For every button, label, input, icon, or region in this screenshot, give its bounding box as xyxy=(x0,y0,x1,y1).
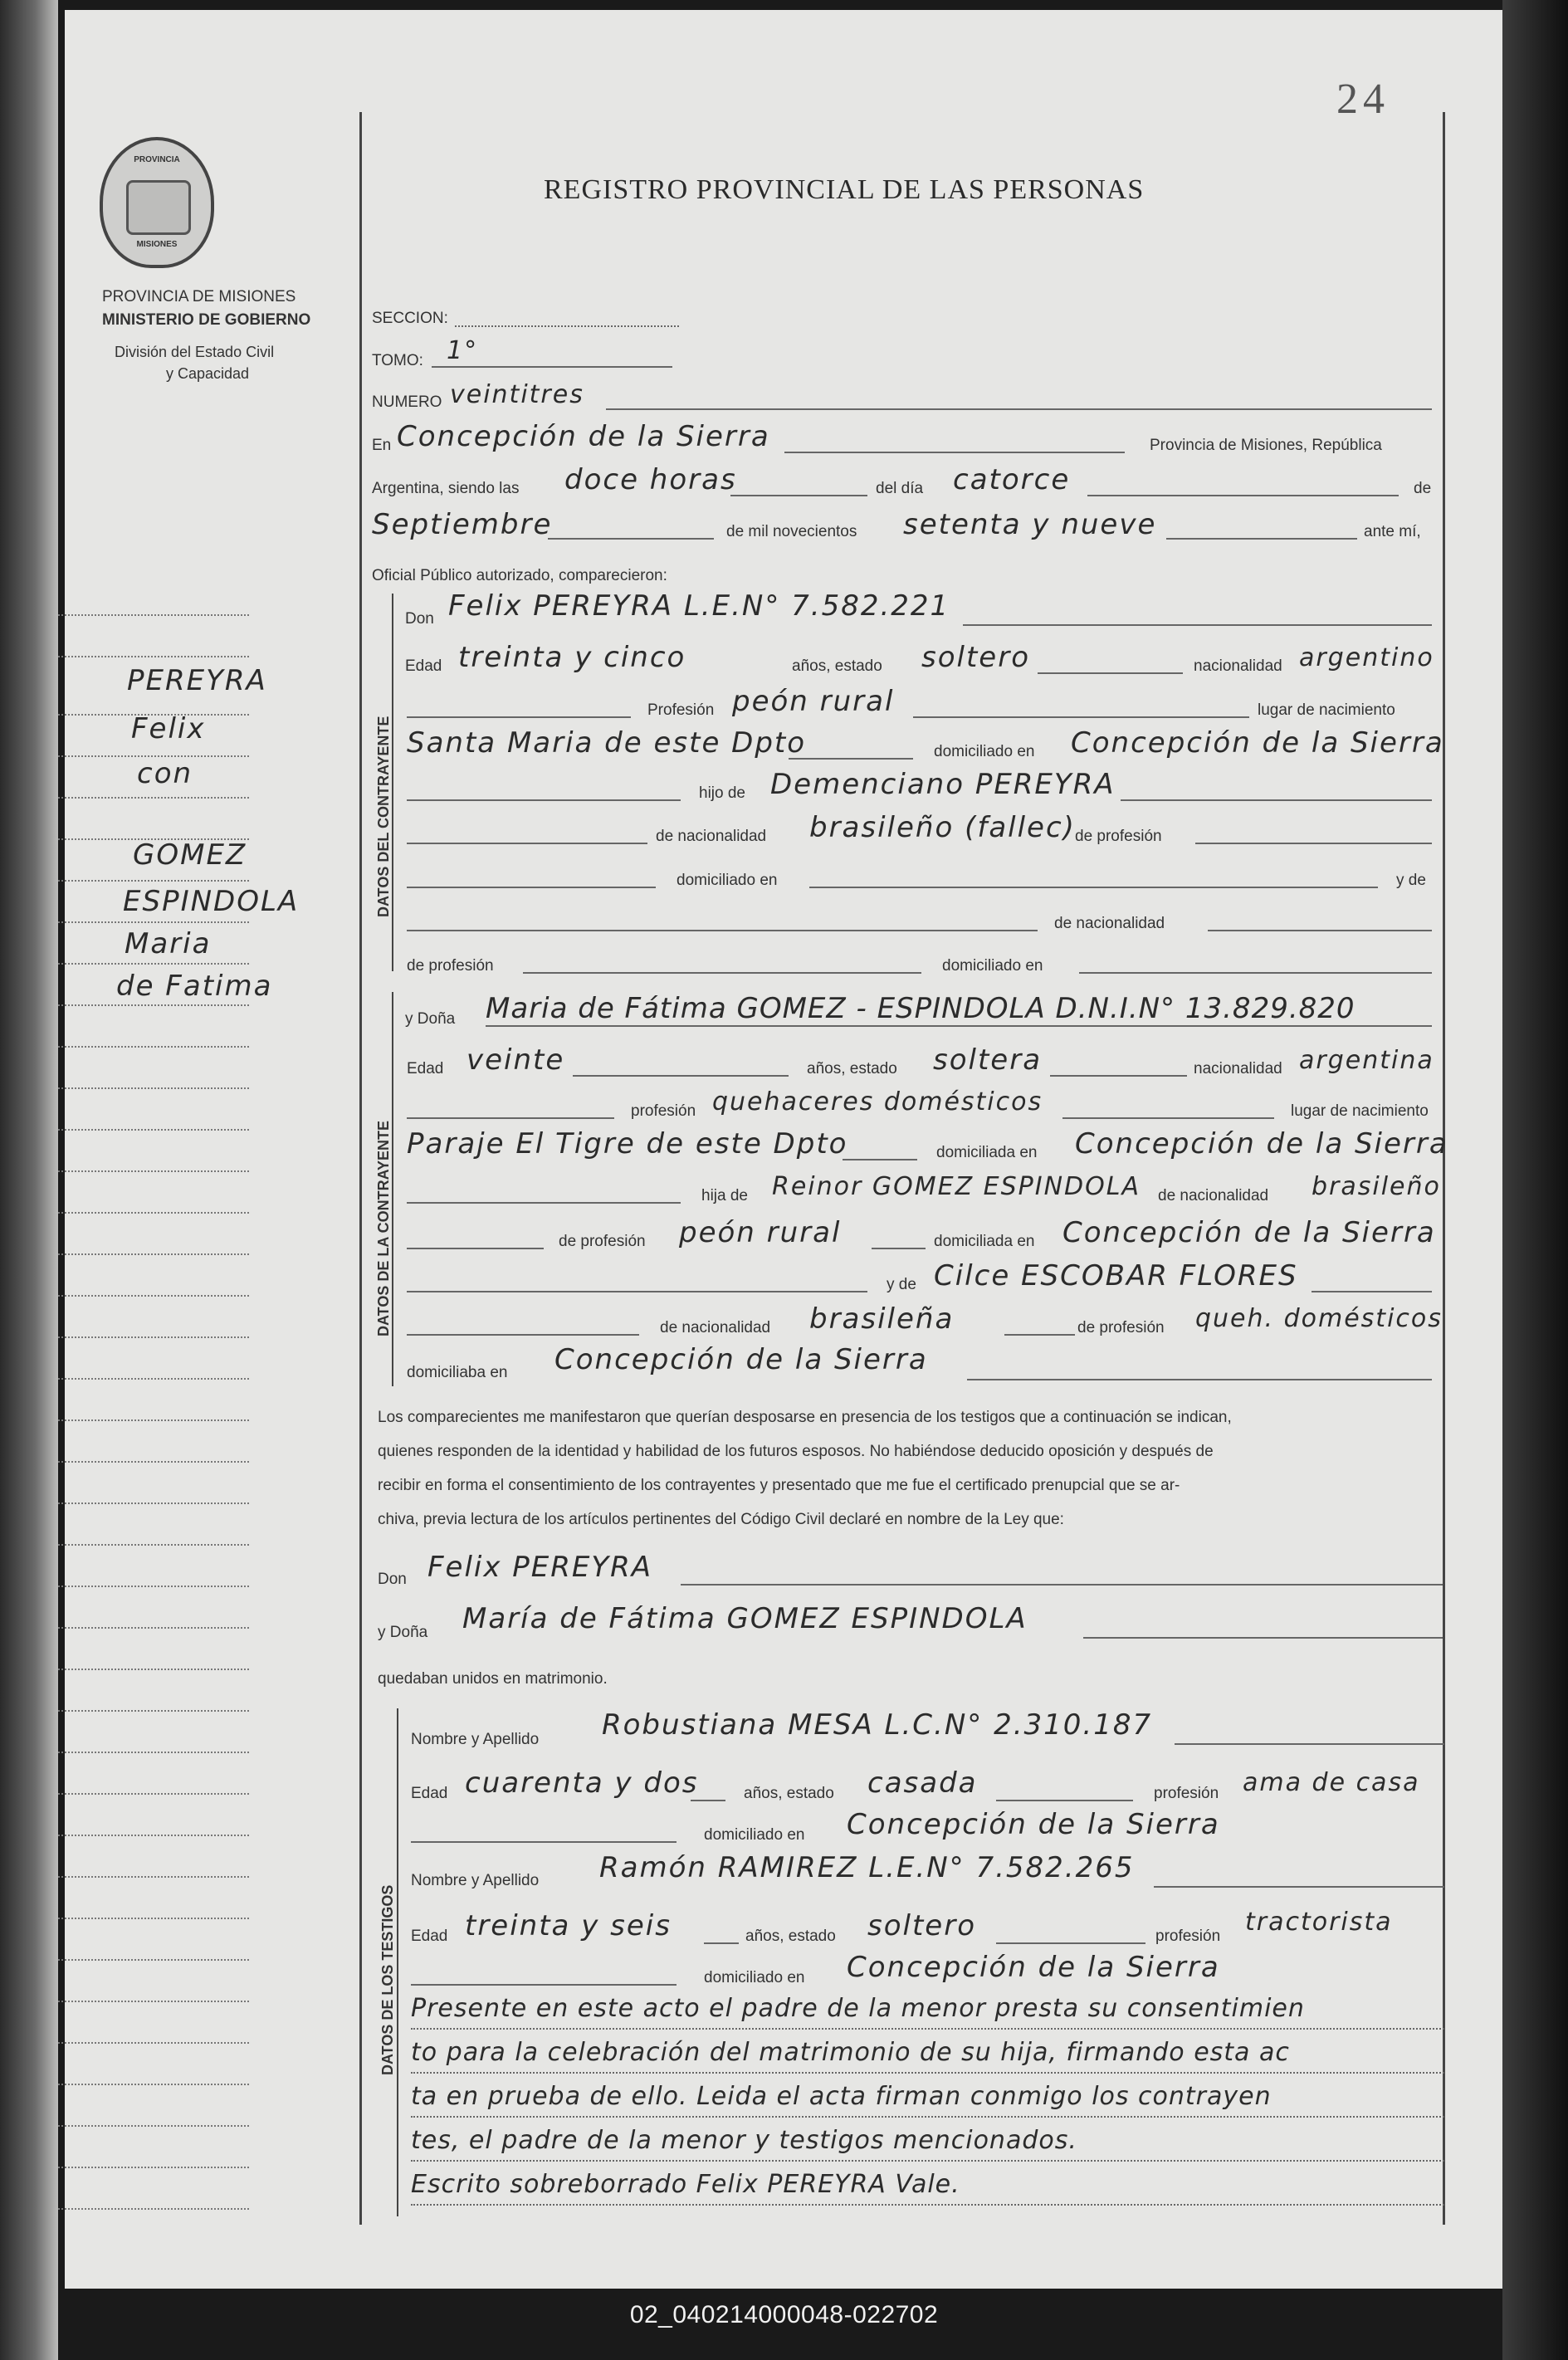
tomo-value: 1° xyxy=(447,336,479,365)
mes-value: Septiembre xyxy=(372,508,553,541)
binding-shadow xyxy=(0,0,58,2360)
hora-line xyxy=(730,495,867,496)
margin-line xyxy=(58,1793,249,1795)
groom-padre-dom-line xyxy=(809,887,1378,888)
bride-blank-line xyxy=(407,1291,867,1292)
bride-estado-value: soltera xyxy=(933,1043,1043,1077)
groom-padre-line xyxy=(1121,799,1432,801)
notes-rule xyxy=(411,2116,1444,2118)
margin-line xyxy=(58,1876,249,1878)
bride-domiciliaba-label: domiciliaba en xyxy=(407,1364,508,1381)
bride-profesion-value: quehaceres domésticos xyxy=(712,1087,1043,1116)
margin-line xyxy=(58,963,249,965)
provincia-label: Provincia de Misiones, República xyxy=(1150,437,1382,454)
page-edge xyxy=(1502,0,1568,2360)
bride-madre-nac-line xyxy=(1004,1334,1075,1336)
bride-edad-value: veinte xyxy=(466,1043,565,1077)
numero-value: veintitres xyxy=(450,380,584,409)
registry-title: REGISTRO PROVINCIAL DE LAS PERSONAS xyxy=(544,174,1145,205)
notes-rule xyxy=(411,2028,1444,2030)
bride-blank-line xyxy=(407,1202,681,1204)
groom-lugar-label: lugar de nacimiento xyxy=(1258,701,1395,719)
groom-name-value: Felix PEREYRA L.E.N° 7.582.221 xyxy=(448,589,950,623)
w1-profesion-value: ama de casa xyxy=(1243,1768,1420,1797)
margin-line xyxy=(58,614,249,616)
groom-estado-value: soltero xyxy=(921,641,1030,674)
w1-edad-line xyxy=(691,1800,725,1801)
argentina-siendo-label: Argentina, siendo las xyxy=(372,480,520,497)
division-line-2: y Capacidad xyxy=(166,365,250,382)
union-dona-value: María de Fátima GOMEZ ESPINDOLA xyxy=(462,1602,1028,1635)
groom-nacionalidad-value: argentino xyxy=(1299,643,1434,672)
witness-bracket xyxy=(397,1708,398,2216)
tomo-line xyxy=(432,366,672,368)
bride-estado-line xyxy=(1050,1075,1187,1077)
union-dona-label: y Doña xyxy=(378,1624,428,1641)
bride-profesion-label: profesión xyxy=(631,1102,696,1120)
bride-edad-label: Edad xyxy=(407,1060,444,1077)
margin-line xyxy=(58,1544,249,1546)
groom-madre-nac-line xyxy=(1208,930,1432,931)
groom-madre-nac-label: de nacionalidad xyxy=(1054,915,1165,932)
margin-line xyxy=(58,1212,249,1214)
w1-nombre-label: Nombre y Apellido xyxy=(411,1731,540,1748)
w2-profesion-value: tractorista xyxy=(1245,1908,1393,1937)
bride-padre-value: Reinor GOMEZ ESPINDOLA xyxy=(772,1172,1141,1201)
groom-nacionalidad-label: nacionalidad xyxy=(1194,657,1282,675)
lugar-value: Concepción de la Sierra xyxy=(397,420,770,453)
bride-madre-dom-value: Concepción de la Sierra xyxy=(554,1343,928,1376)
groom-profesion-value: peón rural xyxy=(732,685,895,718)
margin-line xyxy=(58,1752,249,1753)
margin-line xyxy=(58,2167,249,2168)
bride-nacionalidad-label: nacionalidad xyxy=(1194,1060,1282,1077)
bride-blank-line xyxy=(407,1334,639,1336)
w1-nombre-line xyxy=(1175,1743,1444,1745)
notes-line: ta en prueba de ello. Leida el acta firman conmigo los contrayen xyxy=(411,2082,1272,2111)
w2-nombre-label: Nombre y Apellido xyxy=(411,1872,540,1889)
bride-padre-dom-value: Concepción de la Sierra xyxy=(1062,1216,1436,1249)
margin-line xyxy=(58,797,249,799)
w2-estado-line xyxy=(996,1942,1145,1944)
bride-madre-dom-line xyxy=(967,1379,1432,1380)
declaration-text xyxy=(378,1400,1440,1537)
margin-line xyxy=(58,1253,249,1255)
dia-value: catorce xyxy=(953,463,1071,496)
margin-line xyxy=(58,1586,249,1587)
bride-madre-prof-label: de profesión xyxy=(1077,1319,1165,1336)
groom-domicilio-value: Concepción de la Sierra xyxy=(1071,726,1444,760)
margin-line xyxy=(58,2208,249,2210)
bride-lugar-label: lugar de nacimiento xyxy=(1291,1102,1429,1120)
bride-profesion-line xyxy=(1062,1117,1274,1119)
bride-edad-line xyxy=(573,1075,789,1077)
bride-lugar-line xyxy=(843,1159,917,1160)
w1-profesion-label: profesión xyxy=(1154,1785,1219,1802)
margin-line xyxy=(58,880,249,882)
en-label: En xyxy=(372,437,392,454)
w1-edad-label: Edad xyxy=(411,1785,448,1802)
quedaban-label: quedaban unidos en matrimonio. xyxy=(378,1670,608,1688)
groom-lugar-line xyxy=(789,758,913,760)
margin-note-line: PEREYRA xyxy=(127,664,267,697)
hora-value: doce horas xyxy=(564,463,737,496)
margin-line xyxy=(58,1046,249,1048)
margin-note-line: Maria xyxy=(125,927,212,960)
groom-don-label: Don xyxy=(405,610,434,628)
margin-line xyxy=(58,1004,249,1006)
margin-line xyxy=(58,2042,249,2044)
groom-profesion-label: Profesión xyxy=(647,701,715,719)
tomo-label: TOMO: xyxy=(372,352,423,369)
groom-lugar-value: Santa Maria de este Dpto xyxy=(407,726,807,760)
margin-line xyxy=(58,1419,249,1421)
de-mil-label: de mil novecientos xyxy=(726,523,857,540)
margin-line xyxy=(58,1959,249,1961)
bride-dona-label: y Doña xyxy=(405,1010,456,1028)
w1-domicilio-label: domiciliado en xyxy=(704,1826,805,1844)
w2-nombre-value: Ramón RAMIREZ L.E.N° 7.582.265 xyxy=(599,1851,1135,1884)
right-frame-line xyxy=(1443,112,1445,2225)
numero-label: NUMERO xyxy=(372,393,442,411)
seal-bottom-text: MISIONES xyxy=(136,240,178,249)
bride-name-value: Maria de Fátima GOMEZ - ESPINDOLA D.N.I.N° 13.829.820 xyxy=(486,992,1356,1025)
w2-domicilio-label: domiciliado en xyxy=(704,1969,805,1986)
groom-blank-line xyxy=(407,887,656,888)
margin-note-line: con xyxy=(137,757,193,790)
ministry-name: MINISTERIO DE GOBIERNO xyxy=(102,311,311,329)
groom-padre-dom-label: domiciliado en xyxy=(677,872,778,889)
groom-madre-prof-line xyxy=(523,972,921,974)
bride-padre-nac-label: de nacionalidad xyxy=(1158,1187,1269,1204)
provincial-seal xyxy=(100,137,214,268)
bride-nacionalidad-value: argentina xyxy=(1299,1046,1434,1075)
ante-mi-label: ante mí, xyxy=(1364,523,1421,540)
left-frame-line xyxy=(359,112,362,2225)
bride-domicilio-label: domiciliada en xyxy=(936,1144,1038,1161)
groom-name-line xyxy=(963,624,1432,626)
bride-padre-prof-label: de profesión xyxy=(559,1233,646,1250)
margin-line xyxy=(58,1835,249,1836)
groom-edad-label: Edad xyxy=(405,657,442,675)
groom-padre-value: Demenciano PEREYRA xyxy=(770,768,1116,801)
document-id: 02_040214000048-022702 xyxy=(629,2301,939,2328)
groom-profesion-line xyxy=(913,716,1249,718)
bride-hija-label: hija de xyxy=(701,1187,748,1204)
bride-padre-dom-label: domiciliada en xyxy=(934,1233,1035,1250)
notes-line: tes, el padre de la menor y testigos mencionados. xyxy=(411,2126,1077,2155)
margin-line xyxy=(58,1087,249,1089)
groom-edad-value: treinta y cinco xyxy=(458,641,686,674)
margin-line xyxy=(58,1669,249,1670)
de-label: de xyxy=(1414,480,1432,497)
side-label-contrayenta: DATOS DE LA CONTRAYENTE xyxy=(375,1120,392,1336)
groom-y-de-label: y de xyxy=(1396,872,1426,889)
notes-rule xyxy=(411,2072,1444,2074)
margin-line xyxy=(58,1918,249,1919)
bride-madre-nac-value: brasileña xyxy=(809,1302,955,1336)
w1-nombre-value: Robustiana MESA L.C.N° 2.310.187 xyxy=(602,1708,1153,1742)
declaration-line: recibir en forma el consentimiento de los contrayentes y presentado que me fue el certificado prenupcial que se ar- xyxy=(378,1477,1180,1494)
declaration-line: Los comparecientes me manifestaron que querían desposarse en presencia de los testigos que a continuación se indican, xyxy=(378,1409,1232,1426)
w1-estado-value: casada xyxy=(867,1766,978,1800)
side-label-testigos: DATOS DE LOS TESTIGOS xyxy=(379,1884,396,2075)
groom-padre-prof-label: de profesión xyxy=(1075,828,1162,845)
bride-lugar-value: Paraje El Tigre de este Dpto xyxy=(407,1127,848,1160)
w2-edad-line xyxy=(704,1942,739,1944)
bride-padre-prof-line xyxy=(872,1248,926,1249)
groom-padre-nac-label: de nacionalidad xyxy=(656,828,767,845)
lugar-line xyxy=(784,452,1125,453)
bride-madre-line xyxy=(1312,1291,1432,1292)
seal-top-text: PROVINCIA xyxy=(134,155,180,164)
w1-anos-label: años, estado xyxy=(744,1785,834,1802)
margin-line xyxy=(58,1129,249,1131)
groom-madre-dom-line xyxy=(1079,972,1432,974)
groom-padre-prof-line xyxy=(1195,843,1432,844)
bride-blank-line xyxy=(407,1117,614,1119)
w2-edad-value: treinta y seis xyxy=(465,1909,672,1942)
margin-line xyxy=(58,2125,249,2127)
margin-line xyxy=(58,1378,249,1380)
bride-y-de-label: y de xyxy=(887,1276,916,1293)
groom-hijo-label: hijo de xyxy=(699,784,745,802)
union-don-line xyxy=(681,1584,1443,1586)
margin-note-line: GOMEZ xyxy=(133,838,247,872)
numero-line xyxy=(606,408,1432,410)
margin-line xyxy=(58,2001,249,2002)
w2-domicilio-value: Concepción de la Sierra xyxy=(847,1951,1220,1984)
bride-name-line xyxy=(486,1025,1432,1027)
seal-emblem xyxy=(126,180,191,235)
notes-line: Presente en este acto el padre de la menor presta su consentimien xyxy=(411,1994,1305,2023)
margin-note-line: Felix xyxy=(131,712,206,745)
margin-note-line: de Fatima xyxy=(116,970,273,1003)
bride-padre-nac-value: brasileño xyxy=(1312,1172,1441,1201)
w2-estado-value: soltero xyxy=(867,1909,976,1942)
margin-line xyxy=(58,1627,249,1629)
groom-blank-line xyxy=(407,799,681,801)
margin-line xyxy=(58,1295,249,1297)
margin-line xyxy=(58,921,249,923)
w1-edad-value: cuarenta y dos xyxy=(465,1766,699,1800)
groom-madre-dom-label: domiciliado en xyxy=(942,957,1043,975)
groom-blank-line xyxy=(407,716,631,718)
dia-line xyxy=(1087,495,1399,496)
union-don-label: Don xyxy=(378,1571,407,1588)
margin-line xyxy=(58,1336,249,1338)
w2-nombre-line xyxy=(1154,1886,1444,1888)
division-line-1: División del Estado Civil xyxy=(115,344,275,360)
groom-domicilio-label: domiciliado en xyxy=(934,743,1035,760)
oficial-label: Oficial Público autorizado, comparecieron: xyxy=(372,567,667,584)
union-don-value: Felix PEREYRA xyxy=(427,1551,653,1584)
w1-estado-line xyxy=(996,1800,1133,1801)
groom-padre-nac-value: brasileño (fallec) xyxy=(809,811,1076,844)
w1-blank-line xyxy=(411,1841,677,1843)
mes-line xyxy=(548,538,714,540)
seccion-label: SECCION: xyxy=(372,310,448,327)
groom-madre-line xyxy=(407,930,1038,931)
margin-line xyxy=(58,1502,249,1504)
margin-line xyxy=(58,1170,249,1172)
declaration-line: chiva, previa lectura de los artículos pertinentes del Código Civil declaré en nombre de la Ley que: xyxy=(378,1511,1064,1528)
bride-blank-line xyxy=(407,1248,544,1249)
notes-line: Escrito sobreborrado Felix PEREYRA Vale. xyxy=(411,2170,960,2199)
side-label-contrayente: DATOS DEL CONTRAYENTE xyxy=(375,716,392,917)
groom-anos-label: años, estado xyxy=(792,657,882,675)
bride-madre-prof-value: queh. domésticos xyxy=(1195,1304,1443,1333)
seccion-line xyxy=(455,325,679,327)
w2-profesion-label: profesión xyxy=(1155,1928,1221,1945)
del-dia-label: del día xyxy=(876,480,924,497)
notes-line: to para la celebración del matrimonio de su hija, firmando esta ac xyxy=(411,2038,1290,2067)
w1-domicilio-value: Concepción de la Sierra xyxy=(847,1808,1220,1841)
groom-blank-line xyxy=(407,843,647,844)
w2-anos-label: años, estado xyxy=(745,1928,836,1945)
declaration-line: quienes responden de la identidad y habilidad de los futuros esposos. No habiéndose deducido oposición y después de xyxy=(378,1443,1214,1460)
notes-rule xyxy=(411,2160,1444,2162)
anio-line xyxy=(1166,538,1357,540)
bride-anos-label: años, estado xyxy=(807,1060,897,1077)
page-number: 24 xyxy=(1336,76,1390,123)
bride-madre-value: Cilce ESCOBAR FLORES xyxy=(934,1259,1298,1292)
margin-note-line: ESPINDOLA xyxy=(123,885,300,918)
province-name: PROVINCIA DE MISIONES xyxy=(102,288,296,305)
w2-blank-line xyxy=(411,1984,677,1986)
w2-edad-label: Edad xyxy=(411,1928,448,1945)
margin-line xyxy=(58,2084,249,2085)
margin-line xyxy=(58,1710,249,1712)
bride-domicilio-value: Concepción de la Sierra xyxy=(1075,1127,1448,1160)
notes-rule xyxy=(411,2204,1444,2206)
bride-madre-nac-label: de nacionalidad xyxy=(660,1319,771,1336)
groom-madre-prof-label: de profesión xyxy=(407,957,494,975)
union-dona-line xyxy=(1083,1637,1443,1639)
margin-line xyxy=(58,656,249,657)
margin-line xyxy=(58,1461,249,1463)
groom-estado-line xyxy=(1038,672,1183,674)
bride-padre-prof-value: peón rural xyxy=(679,1216,842,1249)
anio-value: setenta y nueve xyxy=(903,508,1157,541)
